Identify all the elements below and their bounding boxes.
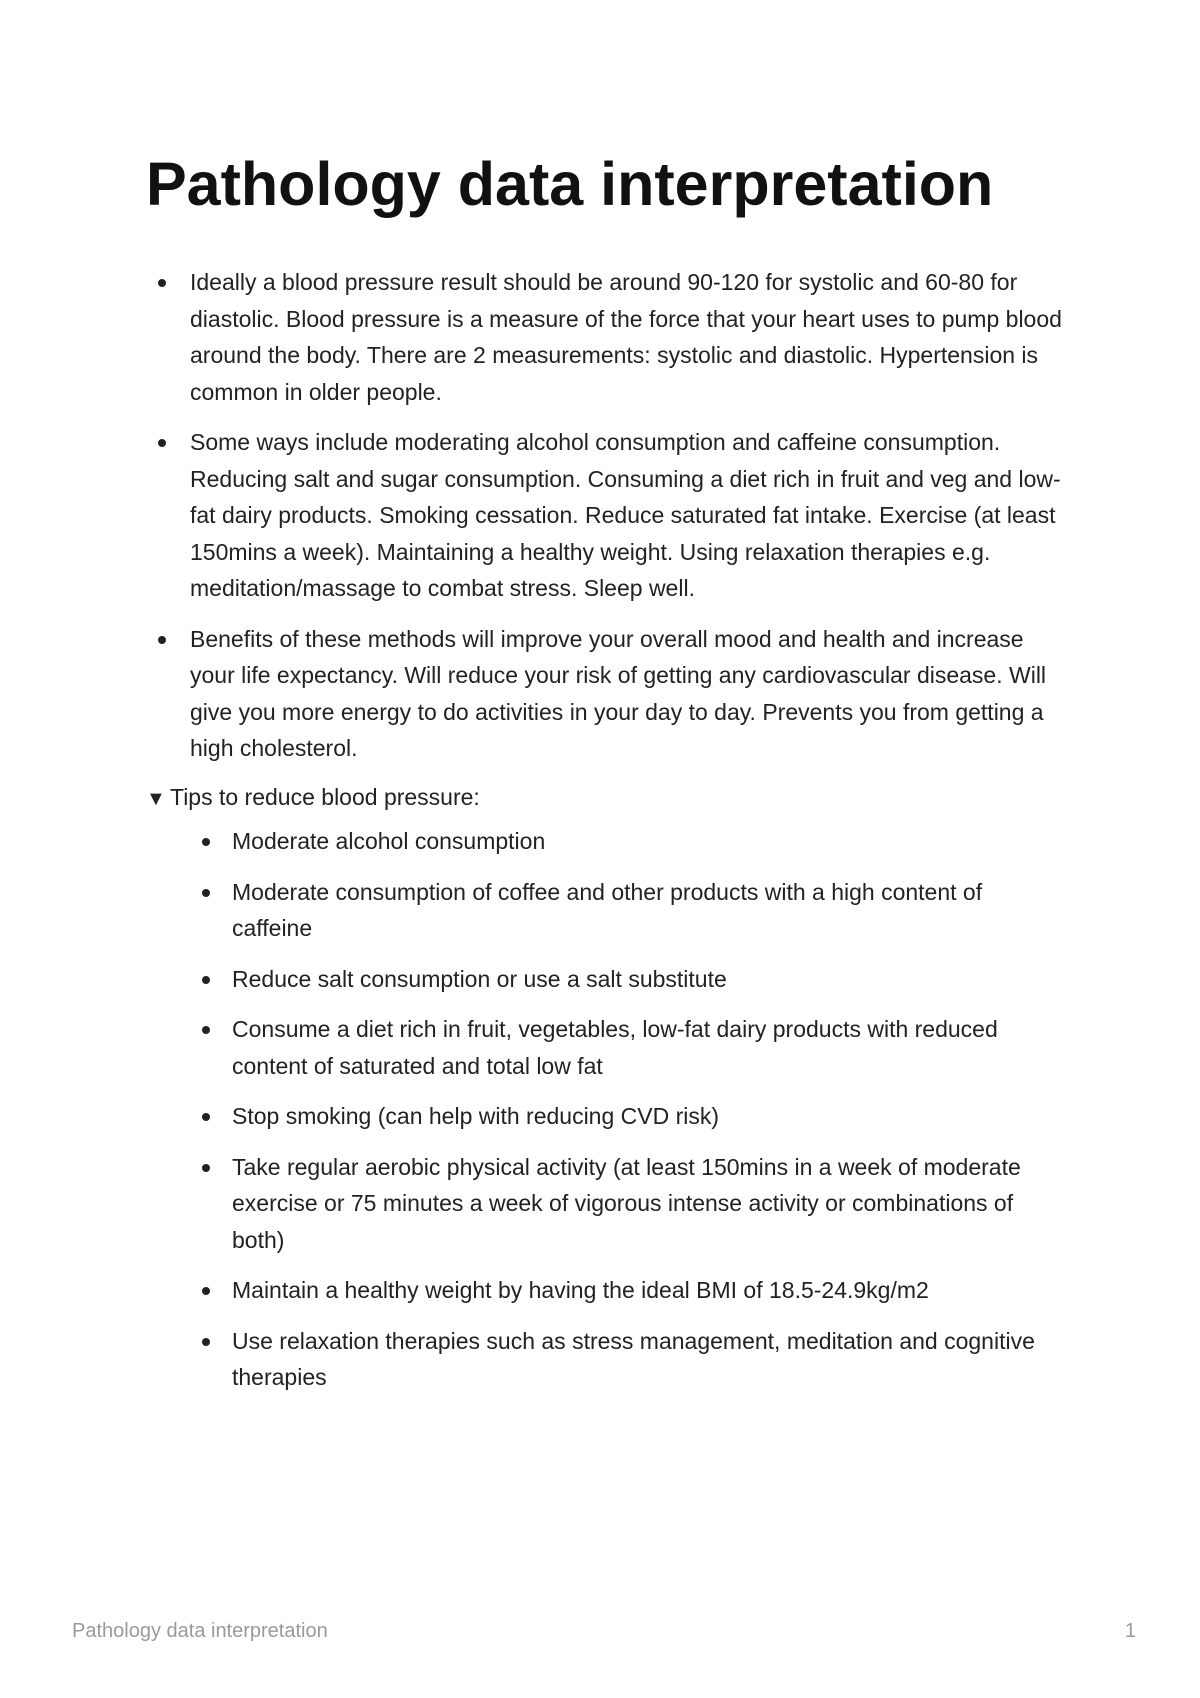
bullet-icon (202, 1164, 210, 1172)
list-item (146, 1323, 1066, 1396)
list-item (146, 823, 1066, 860)
bullet-icon (158, 279, 166, 287)
list-item (146, 1011, 1066, 1084)
list-item (146, 961, 1066, 998)
bullet-icon (158, 636, 166, 644)
triangle-down-icon[interactable]: ▼ (146, 787, 166, 810)
toggle-label: Tips to reduce blood pressure: (170, 783, 480, 810)
list-item (146, 424, 1066, 607)
list-item-text: Ideally a blood pressure result should be around 90-120 for systolic and 60-80 for diastolic. Blood pressure is a measure of the force that your heart uses to pump blood around the body. There are 2 measurements: systolic and diastolic. Hypertension is common in older people. (190, 269, 1062, 405)
toggle-block (146, 779, 1066, 1396)
list-item-text: Moderate alcohol consumption (232, 828, 546, 854)
list-item-text: Take regular aerobic physical activity (at least 150mins in a week of moderate exercise or 75 minutes a week of vigorous intense activity or combinations of both) (232, 1153, 1021, 1253)
footer-title: Pathology data interpretation (72, 1620, 328, 1642)
bullet-icon (158, 439, 166, 447)
toggle-header[interactable] (146, 779, 1066, 818)
list-item-text: Maintain a healthy weight by having the ideal BMI of 18.5-24.9kg/m2 (232, 1277, 929, 1303)
list-item (146, 874, 1066, 947)
footer-page-number: 1 (1124, 1620, 1136, 1642)
list-item-text: Benefits of these methods will improve your overall mood and health and increase your life expectancy. Will reduce your risk of getting any cardiovascular disease. Will give you more energy to do activities in your day to day. Prevents you from getting a high cholesterol. (190, 625, 1047, 761)
bullet-icon (202, 1338, 210, 1346)
list-item-text: Use relaxation therapies such as stress management, meditation and cognitive therapies (232, 1327, 1035, 1390)
list-item (146, 1149, 1066, 1259)
list-item (146, 1098, 1066, 1135)
list-item (146, 264, 1066, 410)
bullet-icon (202, 1113, 210, 1121)
list-item-text: Some ways include moderating alcohol consumption and caffeine consumption. Reducing salt and sugar consumption. Consuming a diet rich in fruit and veg and low-fat dairy products. Smoking cessation. Reduce saturated fat intake. Exercise (at least 150mins a week). Maintaining a healthy weight. Using relaxation therapies e.g. meditation/massage to combat stress. Sleep well. (190, 429, 1061, 601)
list-item-text: Reduce salt consumption or use a salt substitute (232, 965, 727, 992)
bullet-icon (202, 1287, 210, 1295)
toggle-content-list (146, 823, 1066, 1396)
list-item-text: Stop smoking (can help with reducing CVD risk) (232, 1103, 720, 1129)
list-item-text: Consume a diet rich in fruit, vegetables, low-fat dairy products with reduced content of saturated and total low fat (232, 1016, 998, 1079)
bullet-icon (202, 1026, 210, 1034)
main-bullet-list (146, 264, 1066, 1410)
list-item-text: Moderate consumption of coffee and other products with a high content of caffeine (232, 878, 983, 941)
bullet-icon (202, 976, 210, 984)
bullet-icon (202, 889, 210, 897)
page-title: Pathology data interpretation (146, 150, 994, 218)
bullet-icon (202, 838, 210, 846)
list-item (146, 621, 1066, 767)
list-item (146, 1272, 1066, 1309)
